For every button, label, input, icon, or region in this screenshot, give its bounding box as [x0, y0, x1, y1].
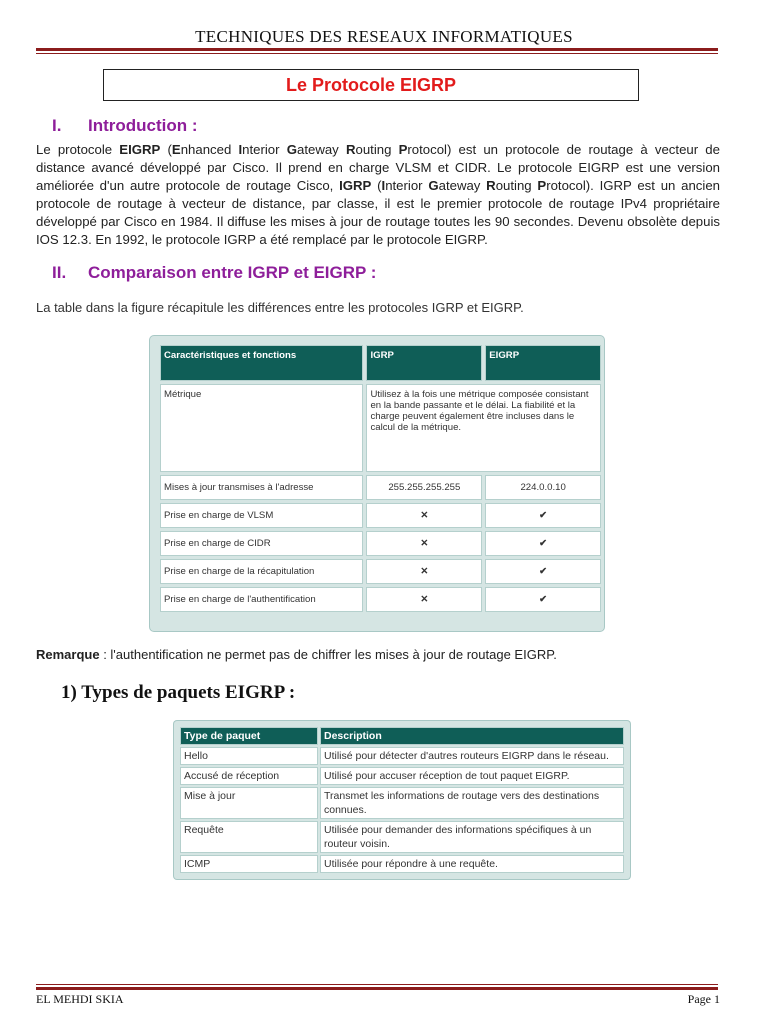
packet-types-table [178, 725, 626, 875]
comparison-table [157, 342, 604, 615]
table-row [180, 855, 624, 873]
packet-description: Utilisé pour détecter d'autres routeurs EIGRP dans le réseau. [320, 747, 624, 765]
feature-label: Prise en charge de VLSM [160, 503, 363, 528]
check-icon: ✔ [485, 559, 601, 584]
cross-icon: ✕ [366, 559, 482, 584]
metric-label: Métrique [160, 384, 363, 472]
comparison-table-frame [150, 336, 604, 631]
section-title: Comparaison entre IGRP et EIGRP : [88, 263, 377, 282]
packet-type: Mise à jour [180, 787, 318, 819]
header-features: Caractéristiques et fonctions [160, 345, 363, 381]
subsection-heading: 1) Types de paquets EIGRP : [61, 682, 296, 703]
introduction-paragraph: Le protocole EIGRP (Enhanced Interior Gateway Routing Protocol) est un protocole de routage à vecteur de distance avancé développé par Cisco. Il prend en charge VLSM et CIDR. Le protocole EIGRP est une version améliorée d'un autre protocole de routage Cisco, IGRP (Interior Gateway Routing Protocol). IGRP est un ancien protocole de routage à vecteur de distance, par classe, il est le premier protocole de routage IPv4 propriétaire développé par Cisco en 1984. Il diffuse les mises à jour de routage toutes les 90 secondes. Devenu obsolète depuis IOS 12.3. En 1992, le protocole IGRP a été remplacé par le protocole EIGRP. [36, 142, 720, 247]
table-caption: La table dans la figure récapitule les différences entre les protocoles IGRP et EIGRP. [36, 300, 524, 315]
check-icon: ✔ [485, 503, 601, 528]
remark-text: : l'authentification ne permet pas de chiffrer les mises à jour de routage EIGRP. [99, 647, 557, 662]
header-eigrp: EIGRP [485, 345, 601, 381]
table-row [180, 787, 624, 819]
packet-description: Utilisée pour demander des informations spécifiques à un routeur voisin. [320, 821, 624, 853]
header-packet-type: Type de paquet [180, 727, 318, 745]
cross-icon: ✕ [366, 503, 482, 528]
remark-label: Remarque [36, 647, 100, 662]
table-row [180, 747, 624, 765]
cross-icon: ✕ [366, 587, 482, 612]
cross-icon: ✕ [366, 531, 482, 556]
footer-page-number: Page 1 [687, 992, 720, 1006]
packet-description: Utilisée pour répondre à une requête. [320, 855, 624, 873]
feature-label: Prise en charge de l'authentification [160, 587, 363, 612]
packet-type: Accusé de réception [180, 767, 318, 785]
update-address-label: Mises à jour transmises à l'adresse [160, 475, 363, 500]
packet-table-frame [174, 721, 630, 879]
table-row [180, 821, 624, 853]
section-heading-introduction [52, 116, 198, 136]
check-icon: ✔ [485, 531, 601, 556]
metric-value: Utilisez à la fois une métrique composée consistant en la bande passante et le délai. La fiabilité et la charge peuvent également être incluses dans le calcul de la métrique. [366, 384, 601, 472]
running-header: TECHNIQUES DES RESEAUX INFORMATIQUES [195, 27, 573, 46]
footer-rule-thick [36, 987, 718, 990]
section-heading-comparison [52, 263, 376, 283]
update-address-igrp: 255.255.255.255 [366, 475, 482, 500]
packet-description: Transmet les informations de routage vers des destinations connues. [320, 787, 624, 819]
section-number: II. [52, 263, 67, 282]
table-row [180, 767, 624, 785]
header-rule-thick [36, 48, 718, 51]
update-address-eigrp: 224.0.0.10 [485, 475, 601, 500]
packet-type: Hello [180, 747, 318, 765]
header-igrp: IGRP [366, 345, 482, 381]
check-icon: ✔ [485, 587, 601, 612]
section-title: Introduction : [88, 116, 198, 135]
section-number: I. [52, 116, 62, 135]
packet-type: ICMP [180, 855, 318, 873]
footer-rule-thin [36, 984, 718, 985]
remark-note [36, 647, 557, 662]
feature-label: Prise en charge de CIDR [160, 531, 363, 556]
header-rule-thin [36, 53, 718, 54]
document-title: Le Protocole EIGRP [103, 69, 639, 101]
feature-label: Prise en charge de la récapitulation [160, 559, 363, 584]
footer-author: EL MEHDI SKIA [36, 992, 124, 1006]
header-description: Description [320, 727, 624, 745]
packet-description: Utilisé pour accuser réception de tout paquet EIGRP. [320, 767, 624, 785]
packet-type: Requête [180, 821, 318, 853]
